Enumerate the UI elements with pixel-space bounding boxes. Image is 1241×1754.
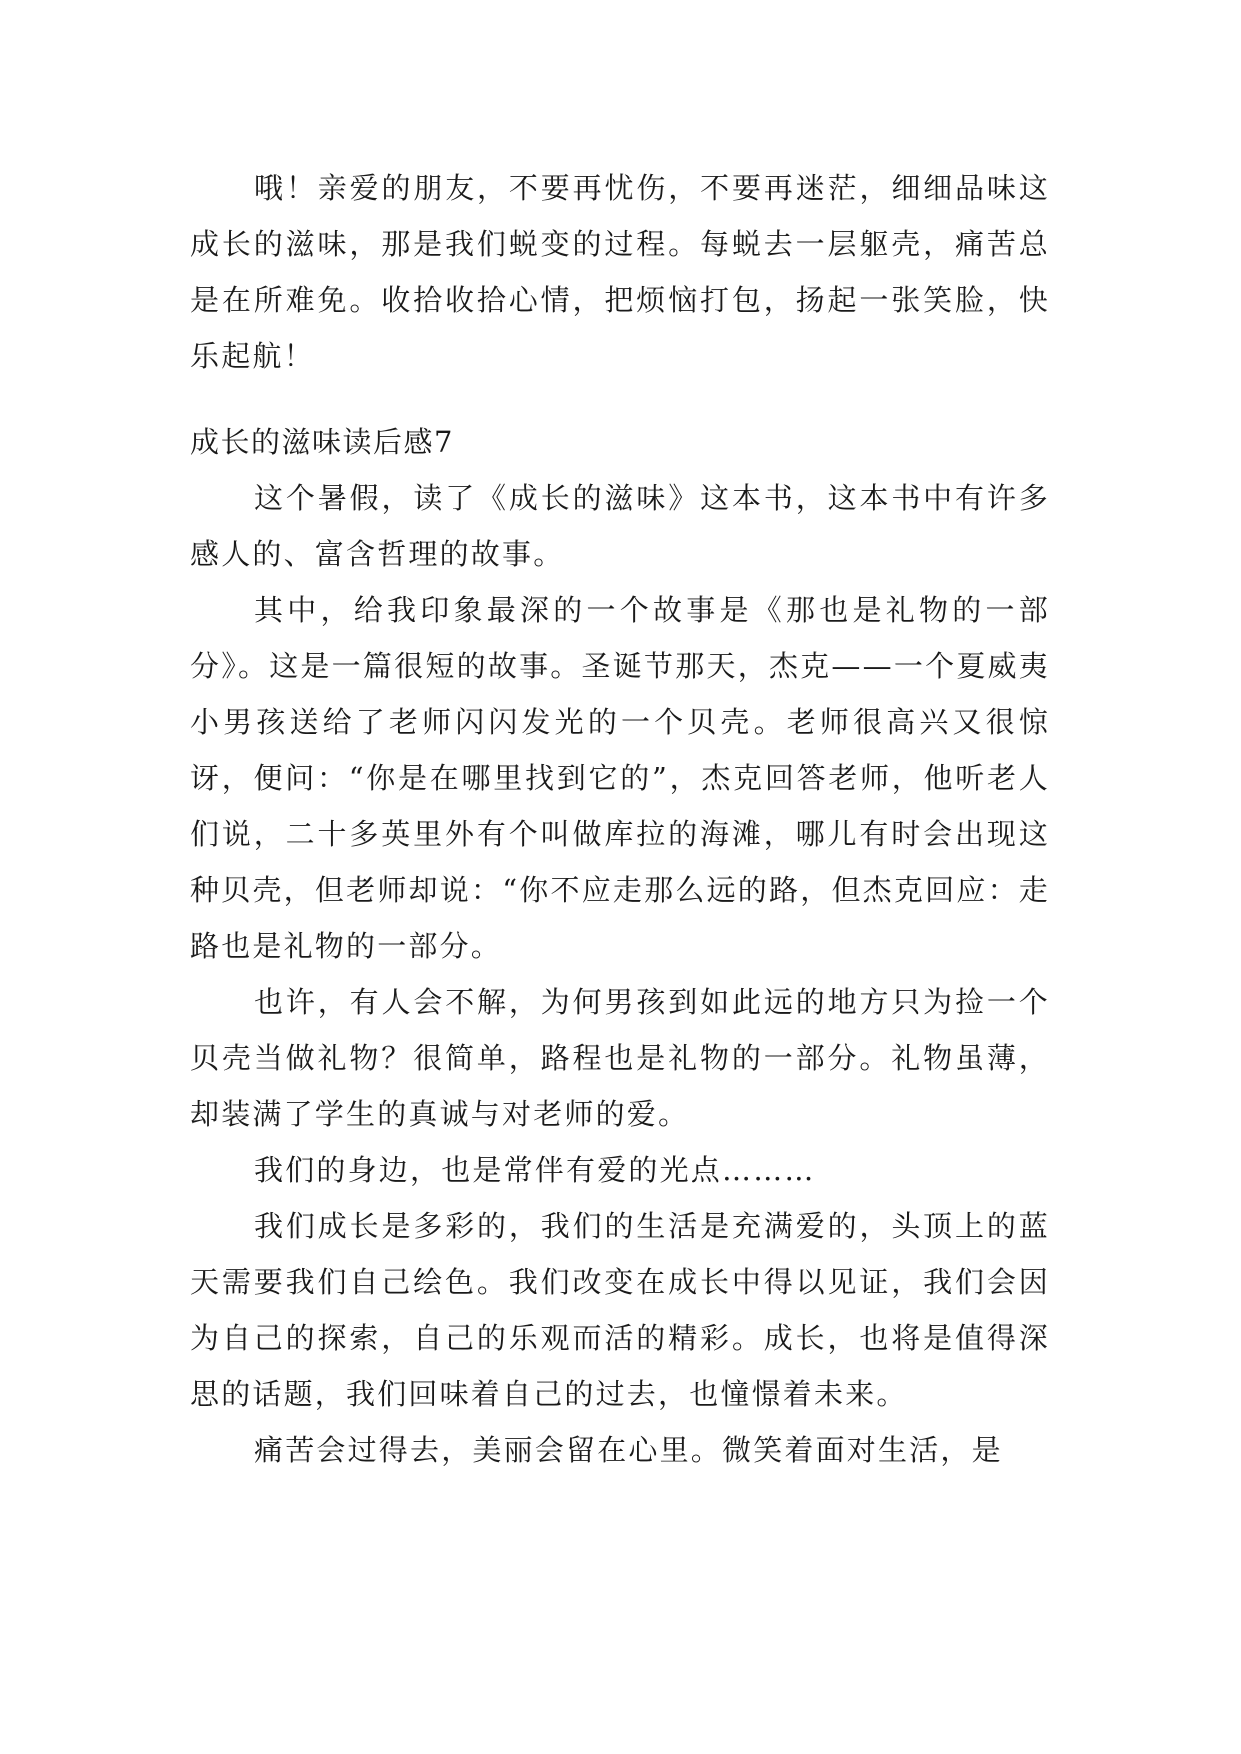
section-title: 成长的滋味读后感7 [190,425,454,459]
paragraph-1: 这个暑假，读了《成长的滋味》这本书，这本书中有许多感人的、富含哲理的故事。 [190,481,1050,571]
paragraph-2: 其中，给我印象最深的一个故事是《那也是礼物的一部分》。这是一篇很短的故事。圣诞节那天，杰克——一个夏威夷小男孩送给了老师闪闪发光的一个贝壳。老师很高兴又很惊讶，便问：“你是在哪里找到它的”，杰克回答老师，他听老人们说，二十多英里外有个叫做库拉的海滩，哪儿有时会出现这种贝壳，但老师却说：“你不应走那么远的路，但杰克回应：走路也是礼物的一部分。 [190,593,1050,963]
intro-paragraph: 哦！亲爱的朋友，不要再忧伤，不要再迷茫，细细品味这成长的滋味，那是我们蜕变的过程。每蜕去一层躯壳，痛苦总是在所难免。收拾收拾心情，把烦恼打包，扬起一张笑脸，快乐起航！ [190,171,1050,373]
paragraph-6: 痛苦会过得去，美丽会留在心里。微笑着面对生活，是 [254,1433,1003,1467]
paragraph-4: 我们的身边，也是常伴有爱的光点……… [254,1153,816,1187]
document-body [190,160,1050,1478]
paragraph-5: 我们成长是多彩的，我们的生活是充满爱的，头顶上的蓝天需要我们自己绘色。我们改变在成长中得以见证，我们会因为自己的探索，自己的乐观而活的精彩。成长，也将是值得深思的话题，我们回味着自己的过去，也憧憬着未来。 [190,1209,1050,1411]
paragraph-3: 也许，有人会不解，为何男孩到如此远的地方只为捡一个贝壳当做礼物？很简单，路程也是礼物的一部分。礼物虽薄，却装满了学生的真诚与对老师的爱。 [190,985,1050,1131]
